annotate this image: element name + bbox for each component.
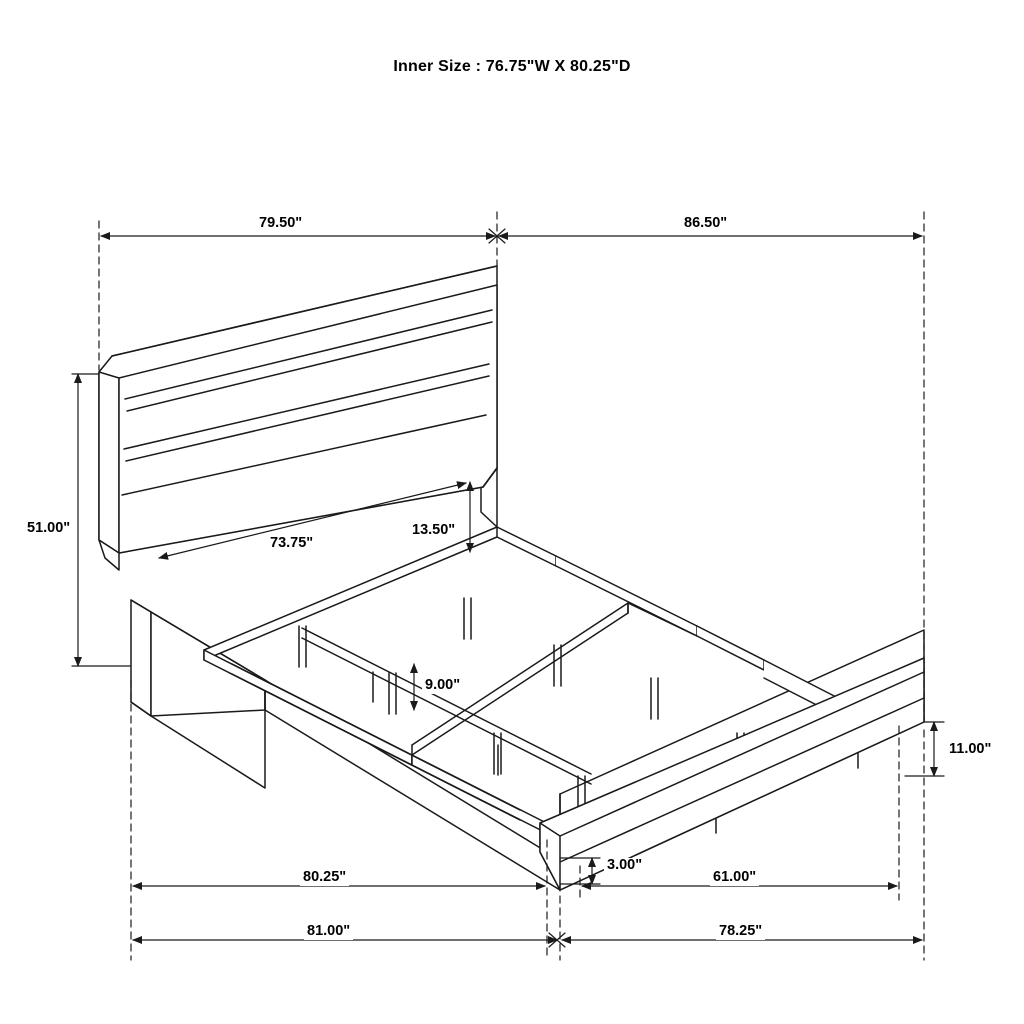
dimension-label-80-25: 80.25"	[300, 870, 349, 886]
left-side-rail	[131, 600, 265, 788]
dimension-label-79-50: 79.50"	[256, 216, 305, 232]
footboard-base	[540, 658, 924, 890]
page-title: Inner Size : 76.75"W X 80.25"D	[393, 58, 631, 75]
dimension-label-13-50: 13.50"	[409, 523, 458, 539]
dimension-label-51-00: 51.00"	[24, 521, 73, 537]
dimension-label-9-00: 9.00"	[422, 678, 463, 694]
dimension-label-61-00: 61.00"	[710, 870, 759, 886]
dimension-label-81-00: 81.00"	[304, 924, 353, 940]
dimension-label-78-25: 78.25"	[716, 924, 765, 940]
dimension-label-73-75: 73.75"	[267, 536, 316, 552]
dimension-label-11-00: 11.00"	[946, 742, 994, 758]
dimension-label-3-00: 3.00"	[604, 858, 645, 874]
dimension-label-86-50: 86.50"	[681, 216, 730, 232]
